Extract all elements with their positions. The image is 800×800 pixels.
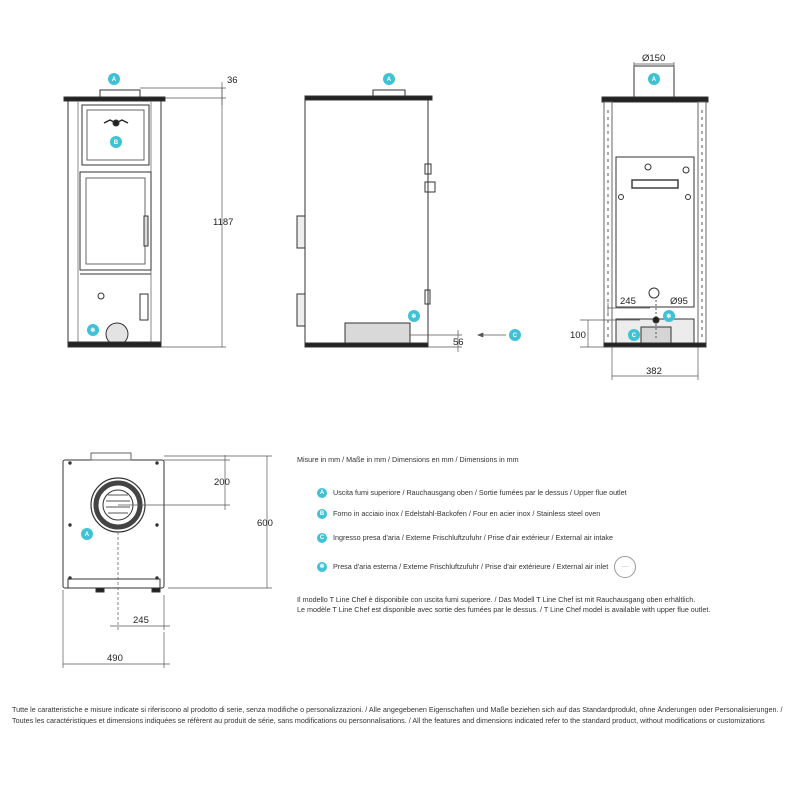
- svg-text:A: A: [84, 532, 90, 539]
- legend-text-b: Forno in acciaio inox / Edelstahl-Backofen / Four en acier inox / Stainless steel oven: [333, 509, 601, 519]
- dim-front-height: 1187: [213, 217, 234, 228]
- dim-side-foot-offset: 56: [453, 337, 464, 348]
- dim-rear-intake-diameter: Ø95: [670, 296, 688, 307]
- badge-c-side: [509, 329, 521, 341]
- rear-view: [602, 66, 708, 347]
- dim-front-top-offset: 36: [227, 75, 238, 86]
- dim-top-depth: 600: [257, 518, 273, 529]
- badge-b-front: [110, 136, 122, 148]
- badge-a-rear: [648, 73, 660, 85]
- model-note: [297, 595, 787, 615]
- legend-item-a: [317, 487, 627, 499]
- diagram-badges: [81, 73, 675, 543]
- badge-air-inlet-side: [408, 310, 420, 322]
- dimension-labels: [107, 53, 688, 664]
- footer-disclaimer: Tutte le caratteristiche e misure indicate si riferiscono al prodotto di serie, senza modifiche o personalizzazioni. / Alle angegebenen Eigenschaften und Maße beziehen sich auf das Standardprodukt, ohne Änderungen oder Personalisierungen. / Toutes les caractéristiques et dimensions indiquées se réfèrent au produit de série, sans modifications ou personnalisations. / All the features and dimensions indicated refer to the standard product, without modifications or customizations: [12, 705, 783, 725]
- badge-a-top: [81, 528, 93, 540]
- certification-logo: ~~~: [614, 556, 636, 578]
- model-note-line-1: Il modello T Line Chef è disponibile con uscita fumi superiore. / Das Modell T Line Chef ist mit Rauchausgang oben erhältlich.: [297, 595, 696, 604]
- svg-text:C: C: [631, 333, 637, 340]
- legend-badge-a: A: [317, 488, 327, 498]
- dim-top-flue-offset: 200: [214, 477, 230, 488]
- svg-text:A: A: [111, 77, 117, 84]
- svg-text:A: A: [651, 77, 657, 84]
- dim-rear-intake-height: 100: [570, 330, 586, 341]
- legend-item-air-inlet: [317, 556, 636, 571]
- badge-c-rear: [628, 329, 640, 341]
- legend-badge-c: C: [317, 533, 327, 543]
- legend-text-a: Uscita fumi superiore / Rauchausgang oben / Sortie fumées par le dessus / Upper flue outlet: [333, 488, 627, 498]
- side-view: [297, 90, 435, 347]
- badge-a-front: [108, 73, 120, 85]
- legend-item-c: [317, 532, 613, 544]
- legend-text-air-inlet: Presa d'aria esterna / Externe Frischluftzufuhr / Prise d'air extérieure / External air inlet: [333, 562, 609, 571]
- legend-badge-air-inlet: ✻: [317, 562, 327, 572]
- front-view: [64, 90, 165, 347]
- badge-air-inlet-rear: [663, 310, 675, 322]
- dim-top-flue-center: 245: [133, 615, 149, 626]
- svg-text:A: A: [386, 77, 392, 84]
- badge-air-inlet-front: [87, 324, 99, 336]
- top-view: [63, 453, 164, 592]
- svg-text:✻: ✻: [90, 328, 96, 335]
- svg-text:B: B: [113, 140, 119, 147]
- svg-text:✻: ✻: [411, 314, 417, 321]
- legend-badge-b: B: [317, 509, 327, 519]
- dim-rear-flue-diameter: Ø150: [642, 53, 666, 64]
- units-note: Misure in mm / Maße in mm / Dimensions en mm / Dimensions in mm: [297, 455, 519, 464]
- badge-a-side: [383, 73, 395, 85]
- dim-rear-intake-offset: 245: [620, 296, 636, 307]
- model-note-line-2: Le modèle T Line Chef est disponible avec sortie des fumées par le dessus. / T Line Chef model is available with upper flue outlet.: [297, 605, 711, 614]
- svg-text:C: C: [512, 333, 518, 340]
- dim-rear-intake-width: 382: [646, 366, 662, 377]
- dim-top-width: 490: [107, 653, 123, 664]
- legend-text-c: Ingresso presa d'aria / Externe Frischluftzufuhr / Prise d'air extérieur / External air intake: [333, 533, 613, 543]
- svg-text:✻: ✻: [666, 314, 672, 321]
- legend-item-b: [317, 508, 600, 520]
